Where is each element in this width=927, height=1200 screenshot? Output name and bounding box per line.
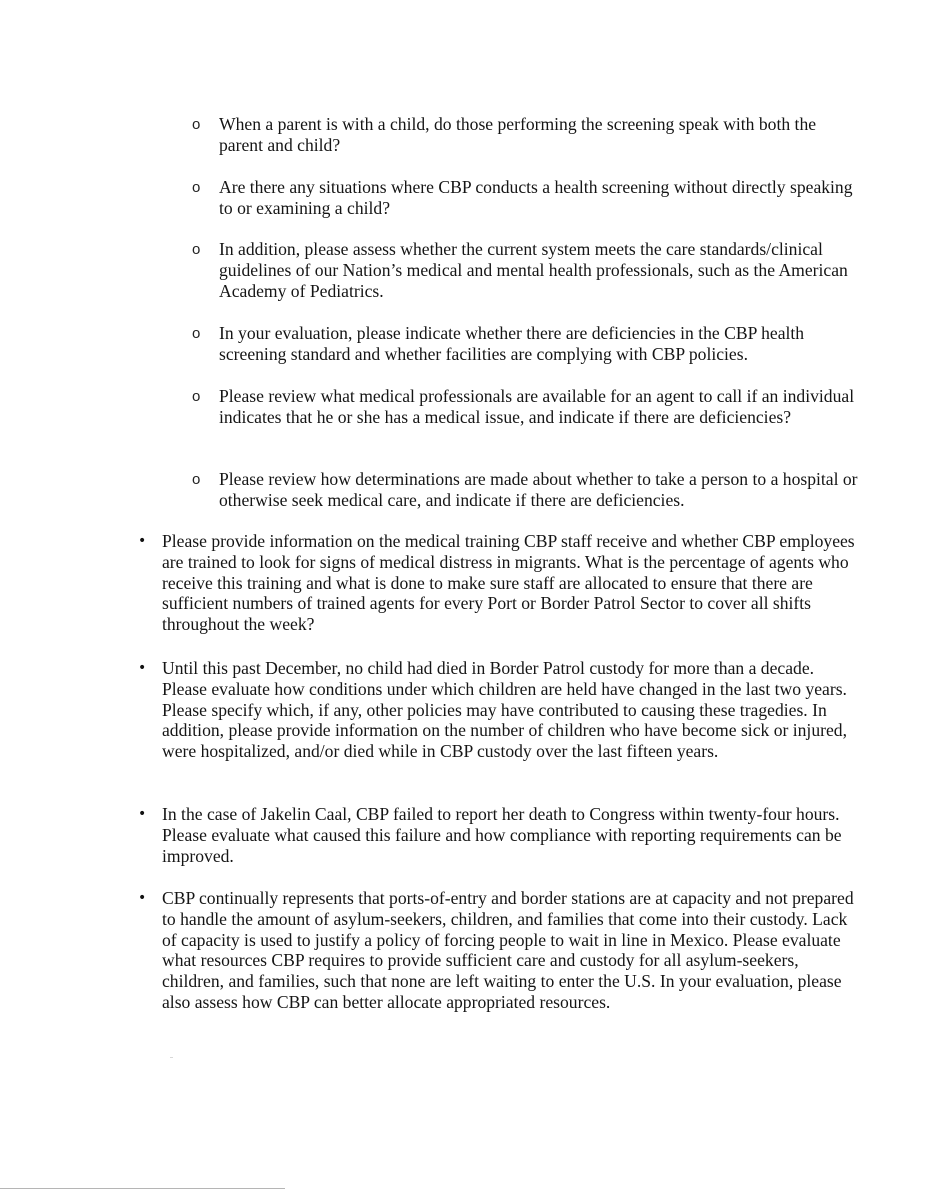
- sub-bullet-item: [192, 469, 859, 511]
- hollow-bullet-icon: o: [192, 471, 201, 488]
- sub-bullet-text: Are there any situations where CBP conducts a health screening without directly speaking to or examining a child?: [219, 177, 853, 218]
- bullet-item: [138, 658, 862, 762]
- bullet-icon: •: [138, 890, 147, 906]
- bullet-item: [138, 804, 862, 866]
- sub-bullet-text: When a parent is with a child, do those performing the screening speak with both the parent and child?: [219, 114, 817, 155]
- hollow-bullet-icon: o: [192, 116, 201, 133]
- bullet-text: In the case of Jakelin Caal, CBP failed to report her death to Congress within twenty-four hours. Please evaluate what caused this failure and how compliance with reporting requirements can be improved.: [162, 804, 842, 866]
- bullet-icon: •: [138, 533, 147, 549]
- bullet-text: Please provide information on the medical training CBP staff receive and whether CBP employees are trained to look for signs of medical distress in migrants. What is the percentage of agents who receive this training and what is done to make sure staff are allocated to ensure that there are sufficient numbers of trained agents for every Port or Border Patrol Sector to cover all shifts throughout the week?: [162, 531, 855, 635]
- bullet-icon: •: [138, 660, 147, 676]
- sub-bullet-text: Please review what medical professionals are available for an agent to call if an individual indicates that he or she has a medical issue, and indicate if there are deficiencies?: [219, 386, 855, 427]
- hollow-bullet-icon: o: [192, 325, 201, 342]
- scan-speck: [170, 1057, 173, 1058]
- sub-bullet-item: [192, 386, 859, 428]
- hollow-bullet-icon: o: [192, 388, 201, 405]
- footer-rule: [0, 1188, 285, 1189]
- sub-bullet-item: [192, 239, 859, 301]
- sub-bullet-text: Please review how determinations are made about whether to take a person to a hospital or otherwise seek medical care, and indicate if there are deficiencies.: [219, 469, 858, 510]
- sub-bullet-text: In your evaluation, please indicate whether there are deficiencies in the CBP health screening standard and whether facilities are complying with CBP policies.: [219, 323, 805, 364]
- hollow-bullet-icon: o: [192, 241, 201, 258]
- sub-bullet-item: [192, 177, 859, 219]
- bullet-item: [138, 531, 862, 635]
- sub-bullet-text: In addition, please assess whether the current system meets the care standards/clinical guidelines of our Nation’s medical and mental health professionals, such as the American Academy of Pediatrics.: [219, 239, 848, 301]
- bullet-icon: •: [138, 806, 147, 822]
- bullet-item: [138, 888, 862, 1013]
- sub-bullet-item: [192, 323, 859, 365]
- sub-bullet-item: [192, 114, 859, 156]
- hollow-bullet-icon: o: [192, 179, 201, 196]
- bullet-text: Until this past December, no child had died in Border Patrol custody for more than a decade. Please evaluate how conditions under which children are held have changed in the last two years. Please specify which, if any, other policies may have contributed to causing these tragedies. In addition, please provide information on the number of children who have become sick or injured, were hospitalized, and/or died while in CBP custody over the last fifteen years.: [162, 658, 847, 762]
- bullet-text: CBP continually represents that ports-of-entry and border stations are at capacity and not prepared to handle the amount of asylum-seekers, children, and families that come into their custody. Lack of capacity is used to justify a policy of forcing people to wait in line in Mexico. Please evaluate what resources CBP requires to provide sufficient care and custody for all asylum-seekers, children, and families, such that none are left waiting to enter the U.S. In your evaluation, please also assess how CBP can better allocate appropriated resources.: [162, 888, 854, 1012]
